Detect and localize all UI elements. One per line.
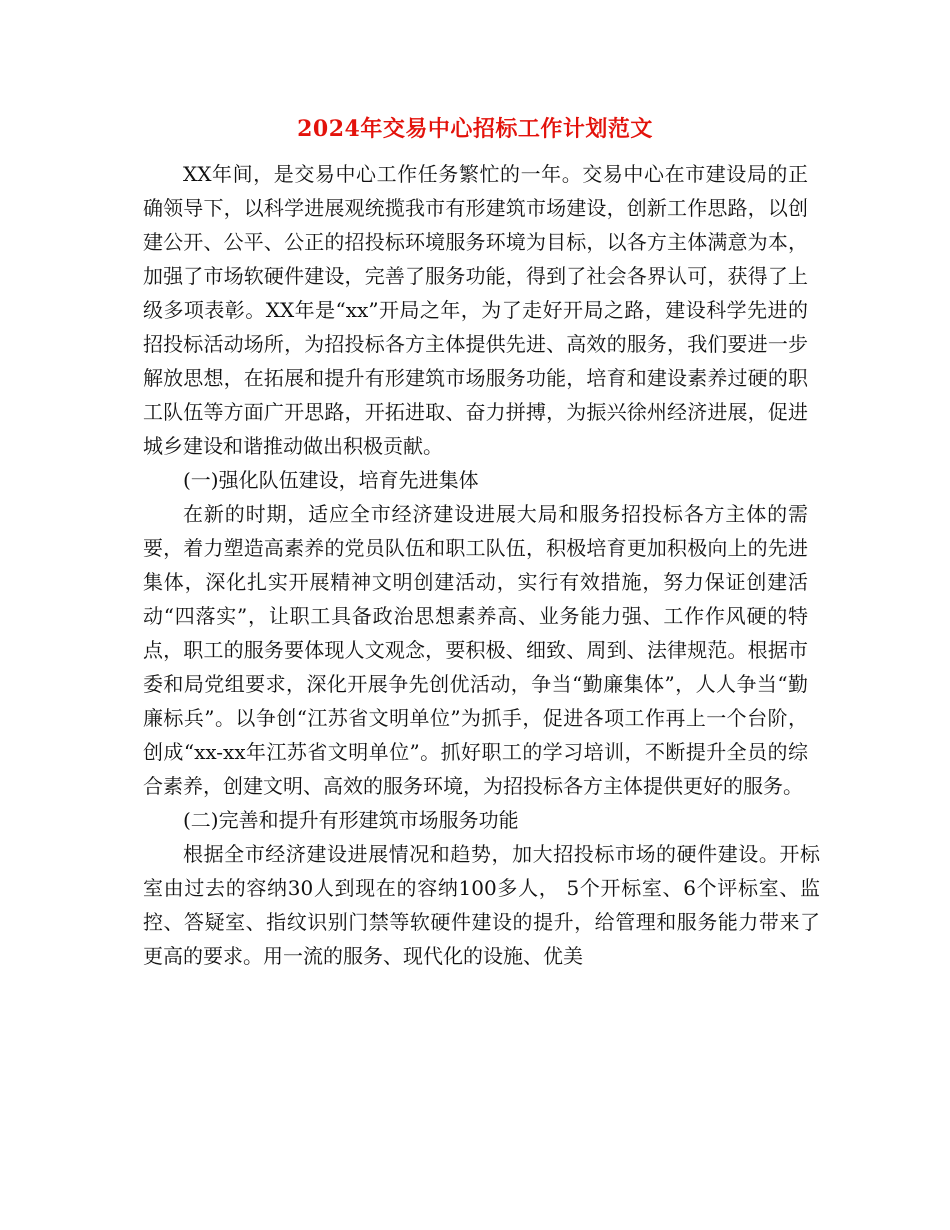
section-heading-1: (一)强化队伍建设，培育先进集体	[183, 468, 479, 492]
document-body	[143, 157, 820, 973]
paragraph-section-1: 在新的时期，适应全市经济建设进展大局和服务招投标各方主体的需要，着力塑造高素养的党员队伍和职工队伍，积极培育更加积极向上的先进集体，深化扎实开展精神文明创建活动，实行有效措施，努力保证创建活动“四落实”，让职工具备政治思想素养高、业务能力强、工作作风硬的特点，职工的服务要体现人文观念，要积极、细致、周到、法律规范。根据市委和局党组要求，深化开展争先创优活动，争当“勤廉集体”，人人争当“勤廉标兵”。以争创“江苏省文明单位”为抓手，促进各项工作再上一个台阶，创成“xx-xx年江苏省文明单位”。抓好职工的学习培训，不断提升全员的综合素养，创建文明、高效的服务环境，为招投标各方主体提供更好的服务。	[143, 502, 808, 798]
paragraph-section-2: 根据全市经济建设进展情况和趋势，加大招投标市场的硬件建设。开标室由过去的容纳30人到现在的容纳100多人， 5个开标室、6个评标室、监控、答疑室、指纹识别门禁等软硬件建设的提升，给管理和服务能力带来了更高的要求。用一流的服务、现代化的设施、优美	[143, 842, 820, 968]
section-heading-2: (二)完善和提升有形建筑市场服务功能	[183, 808, 519, 832]
paragraph-intro: XX年间，是交易中心工作任务繁忙的一年。交易中心在市建设局的正确领导下，以科学进展观统揽我市有形建筑市场建设，创新工作思路，以创建公开、公平、公正的招投标环境服务环境为目标，以各方主体满意为本，加强了市场软硬件建设，完善了服务功能，得到了社会各界认可，获得了上级多项表彰。XX年是“xx”开局之年，为了走好开局之路，建设科学先进的招投标活动场所，为招投标各方主体提供先进、高效的服务，我们要进一步解放思想，在拓展和提升有形建筑市场服务功能，培育和建设素养过硬的职工队伍等方面广开思路，开拓进取、奋力拼搏，为振兴徐州经济进展，促进城乡建设和谐推动做出积极贡献。	[143, 162, 808, 458]
document-title: 2024年交易中心招标工作计划范文	[297, 116, 653, 142]
